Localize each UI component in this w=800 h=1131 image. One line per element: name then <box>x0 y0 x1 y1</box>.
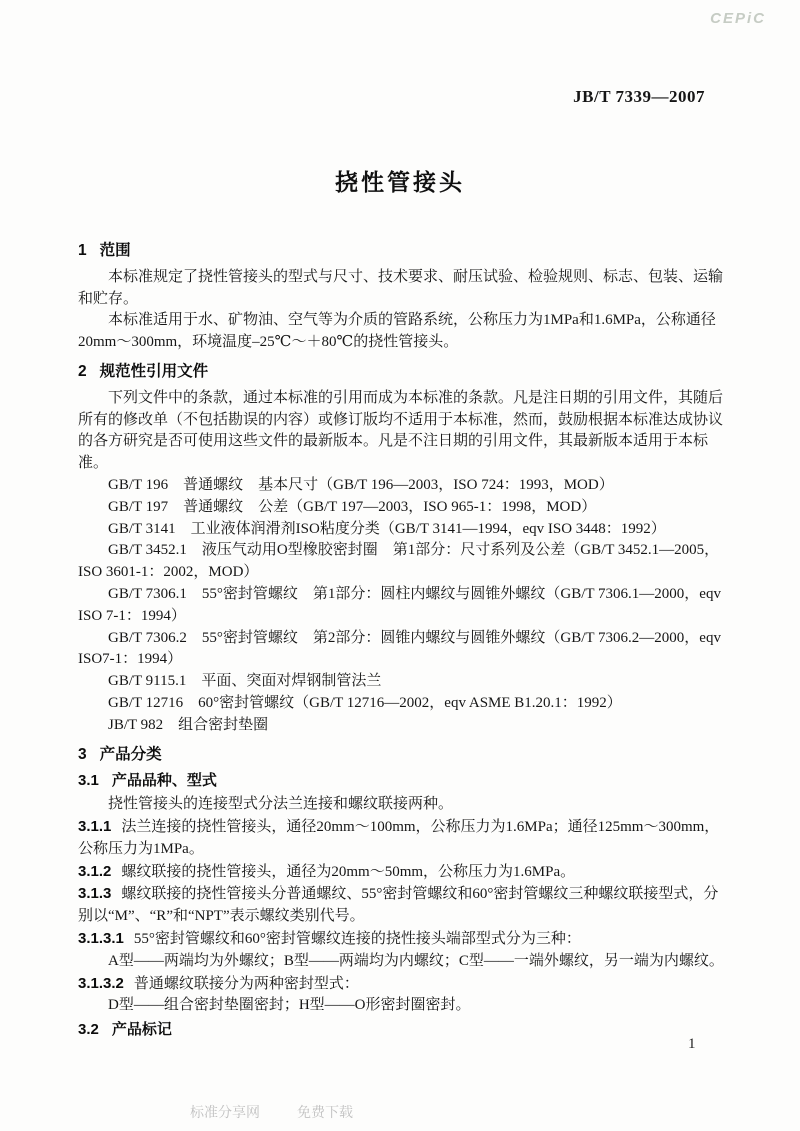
normative-refs-intro: 下列文件中的条款，通过本标准的引用而成为本标准的条款。凡是注日期的引用文件，其随后所有的修改单（不包括勘误的内容）或修订版均不适用于本标准，然而，鼓励根据本标准达成协议的各方研究是否可使用这些文件的最新版本。凡是不注日期的引用文件，其最新版本适用于本标准。 <box>78 389 724 472</box>
clause-3-1-3-1 <box>78 928 724 951</box>
section-heading-normative-refs <box>78 361 724 383</box>
section-number: 3.1 <box>78 772 99 790</box>
cepic-logo: CEPiC <box>710 10 766 27</box>
reference-item: GB/T 7306.2 55°密封管螺纹 第2部分：圆锥内螺纹与圆锥外螺纹（GB/T 7306.2—2000，eqv ISO7-1：1994） <box>78 629 721 668</box>
reference-item: GB/T 196 普通螺纹 基本尺寸（GB/T 196—2003，ISO 724：1993，MOD） <box>108 476 614 493</box>
section-title: 产品分类 <box>99 745 162 763</box>
clause-number: 3.1.1 <box>78 817 112 835</box>
type-list-dh: D型——组合密封垫圈密封；H型——O形密封圈密封。 <box>108 997 471 1014</box>
reference-item: JB/T 982 组合密封垫圈 <box>108 716 269 733</box>
document-title: 挠性管接头 <box>335 169 465 195</box>
section-number: 3.2 <box>78 1021 99 1039</box>
standard-number: JB/T 7339—2007 <box>573 87 705 106</box>
section-title: 规范性引用文件 <box>99 362 209 380</box>
clause-number: 3.1.3.1 <box>78 929 124 947</box>
clause-text: 55°密封管螺纹和60°密封管螺纹连接的挠性接头端部型式分为三种： <box>133 930 581 947</box>
document-body <box>78 233 724 1043</box>
section-title: 范围 <box>99 242 131 259</box>
clause-text: 法兰连接的挠性管接头，通径20mm～100mm，公称压力为1.6MPa；通径125mm～300mm，公称压力为1MPa。 <box>78 818 720 857</box>
clause-3-1-3 <box>78 883 724 928</box>
section-heading-classification <box>78 744 724 766</box>
reference-item: GB/T 3141 工业液体润滑剂ISO粘度分类（GB/T 3141—1994，eqv ISO 3448：1992） <box>108 520 666 537</box>
subsection-heading-3-2 <box>78 1019 724 1041</box>
section-number: 3 <box>78 745 87 763</box>
clause-text: 螺纹联接的挠性管接头分普通螺纹、55°密封管螺纹和60°密封管螺纹三种螺纹联接型式，分别以“M”、“R”和“NPT”表示螺纹类别代号。 <box>78 886 719 925</box>
section-title: 产品标记 <box>111 1021 172 1039</box>
footer-download-label: 免费下载 <box>297 1104 353 1120</box>
clause-3-1-1 <box>78 816 724 861</box>
clause-number: 3.1.3 <box>78 885 112 903</box>
clause-3-1-3-2 <box>78 973 724 996</box>
section-heading-scope <box>78 240 724 262</box>
clause-3-1-2 <box>78 861 724 884</box>
subsection-heading-3-1 <box>78 770 724 792</box>
reference-item: GB/T 12716 60°密封管螺纹（GB/T 12716—2002，eqv ASME B1.20.1：1992） <box>108 694 622 711</box>
scope-paragraph-2: 本标准适用于水、矿物油、空气等为介质的管路系统，公称压力为1MPa和1.6MPa，公称通径20mm～300mm，环境温度–25℃～＋80℃的挠性管接头。 <box>78 312 716 351</box>
type-list-abc: A型——两端均为外螺纹；B型——两端均为内螺纹；C型——一端外螺纹，另一端为内螺纹。 <box>108 952 724 969</box>
section-title: 产品品种、型式 <box>111 772 217 790</box>
section-number: 1 <box>78 242 87 259</box>
page-number: 1 <box>688 1036 696 1052</box>
clause-number: 3.1.3.2 <box>78 974 124 992</box>
reference-item: GB/T 7306.1 55°密封管螺纹 第1部分：圆柱内螺纹与圆锥外螺纹（GB/T 7306.1—2000，eqv ISO 7-1：1994） <box>78 585 721 624</box>
subsection-3-1-intro: 挠性管接头的连接型式分法兰连接和螺纹联接两种。 <box>108 796 454 813</box>
reference-item: GB/T 197 普通螺纹 公差（GB/T 197—2003，ISO 965-1：1998，MOD） <box>108 498 597 515</box>
clause-number: 3.1.2 <box>78 862 112 880</box>
clause-text: 螺纹联接的挠性管接头，通径为20mm～50mm，公称压力为1.6MPa。 <box>121 863 576 880</box>
clause-text: 普通螺纹联接分为两种密封型式： <box>133 975 359 992</box>
scope-paragraph-1: 本标准规定了挠性管接头的型式与尺寸、技术要求、耐压试验、检验规则、标志、包装、运输和贮存。 <box>78 268 724 307</box>
section-number: 2 <box>78 362 87 380</box>
reference-item: GB/T 3452.1 液压气动用O型橡胶密封圈 第1部分：尺寸系列及公差（GB/T 3452.1—2005，ISO 3601-1：2002，MOD） <box>78 542 720 581</box>
footer-site-name: 标准分享网 <box>190 1104 260 1120</box>
reference-item: GB/T 9115.1 平面、突面对焊钢制管法兰 <box>108 673 382 690</box>
